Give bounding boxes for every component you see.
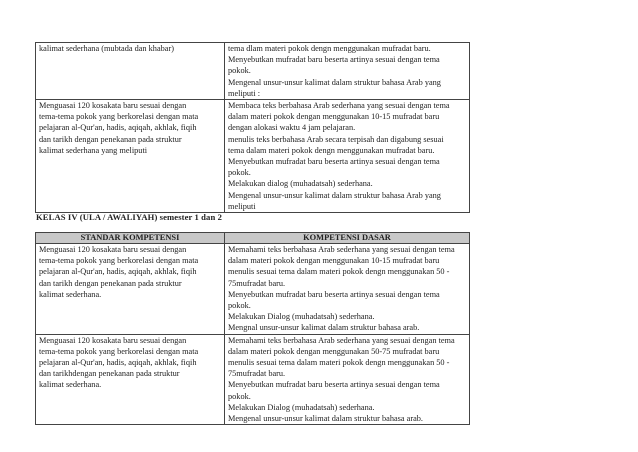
- cell-line: pelajaran al-Qur'an, hadis, aqiqah, akhlak, fiqih: [39, 123, 197, 133]
- cell-line: pelajaran al-Qur'an, hadis, aqiqah, akhlak, fiqih: [39, 267, 197, 277]
- cell-line: Memahami teks berbahasa Arab sederhana yang sesuai dengan tema: [228, 245, 455, 254]
- cell-line: Melakukan Dialog (muhadatsah) sederhana.: [228, 402, 375, 412]
- section-heading: KELAS IV (ULA / AWALIYAH) semester 1 dan 2: [36, 212, 222, 222]
- standard-competency-cell: [36, 43, 225, 100]
- cell-line: kalimat sederhana yang meliputi: [39, 145, 148, 155]
- table-row: [36, 244, 470, 335]
- cell-line: Menguasai 120 kosakata baru sesuai dengan: [39, 101, 187, 111]
- cell-line: Menyebutkan mufradat baru beserta artinya sesuai dengan tema: [228, 380, 440, 390]
- cell-line: Memahami teks berbahasa Arab sederhana yang sesuai dengan tema: [228, 335, 455, 345]
- cell-line: pokok.: [228, 391, 251, 401]
- cell-line: tema-tema pokok yang berkorelasi dengan mata: [39, 112, 199, 122]
- basic-competency-cell: [225, 334, 470, 425]
- column-header-basic-competency: KOMPETENSI DASAR: [225, 233, 470, 244]
- standard-competency-cell: [36, 244, 225, 335]
- competency-table-class-iv: [35, 232, 470, 425]
- basic-competency-cell: [225, 100, 470, 213]
- cell-line: kalimat sederhana.: [39, 380, 102, 390]
- cell-line: pelajaran al-Qur'an, hadis, aqiqah, akhlak, fiqih: [39, 358, 197, 368]
- cell-line: dan tarikh dengan penekanan pada struktur: [39, 278, 182, 288]
- cell-line: dan tarikhdengan penekanan pada struktur: [39, 369, 180, 379]
- cell-line: 75mufradat baru.: [228, 369, 286, 379]
- table-header-row: [36, 233, 470, 244]
- cell-line: Menyebutkan mufradat baru beserta artinya sesuai dengan tema: [228, 55, 440, 65]
- table-row: [36, 100, 470, 213]
- cell-line: Mengenal unsur-unsur kalimat dalam struktur bahasa arab.: [228, 414, 423, 424]
- cell-line: Melakukan Dialog (muhadatsah) sederhana.: [228, 312, 375, 322]
- cell-line: dalam materi pokok dengan menggunakan 50-75 mufradat baru: [228, 346, 440, 356]
- standard-competency-cell: [36, 100, 225, 213]
- table-row: [36, 334, 470, 425]
- cell-line: dalam materi pokok dengan menggunakan 10-15 mufradat baru: [228, 256, 440, 266]
- cell-line: Menguasai 120 kosakata baru sesuai dengan: [39, 335, 187, 345]
- cell-line: Membaca teks berbahasa Arab sederhana yang sesuai dengan tema: [228, 101, 450, 111]
- cell-line: pokok.: [228, 168, 251, 178]
- basic-competency-cell: [225, 244, 470, 335]
- cell-line: dan tarikh dengan penekanan pada struktur: [39, 134, 182, 144]
- cell-line: dalam materi pokok dengan menggunakan 10-15 mufradat baru: [228, 112, 440, 122]
- cell-line: Melakukan dialog (muhadatsah) sederhana.: [228, 179, 373, 189]
- cell-line: Menyebutkan mufradat baru beserta artinya sesuai dengan tema: [228, 289, 440, 299]
- basic-competency-cell: [225, 43, 470, 100]
- cell-line: Menguasai 120 kosakata baru sesuai dengan: [39, 245, 187, 254]
- cell-line: tema dlam materi pokok dengn menggunakan mufradat baru.: [228, 44, 431, 53]
- cell-line: menulis teks berbahasa Arab secara terpisah dan digabung sesuai: [228, 134, 444, 144]
- cell-line: meliputi: [228, 201, 256, 211]
- cell-line: Mengnal unsur-unsur kalimat dalam struktur bahasa arab.: [228, 323, 420, 333]
- cell-line: meliputi :: [228, 88, 261, 98]
- cell-line: tema-tema pokok yang berkorelasi dengan mata: [39, 256, 199, 266]
- competency-table-continued: [35, 42, 470, 213]
- cell-line: tema dalam materi pokok dengn menggunakan mufradat baru.: [228, 145, 435, 155]
- cell-line: 75mufradat baru.: [228, 278, 286, 288]
- standard-competency-cell: [36, 334, 225, 425]
- cell-line: Mengenal unsur-unsur kalimat dalam struktur bahasa Arab yang: [228, 190, 441, 200]
- cell-line: dengan alokasi waktu 4 jam pelajaran.: [228, 123, 356, 133]
- cell-line: tema-tema pokok yang berkorelasi dengan mata: [39, 346, 199, 356]
- cell-line: Menyebutkan mufradat baru beserta artinya sesuai dengan tema: [228, 157, 440, 167]
- table-row: [36, 43, 470, 100]
- cell-line: kalimat sederhana (mubtada dan khabar): [39, 44, 174, 53]
- cell-line: kalimat sederhana.: [39, 289, 102, 299]
- column-header-standard-competency: STANDAR KOMPETENSI: [36, 233, 225, 244]
- cell-line: Mengenal unsur-unsur kalimat dalam struktur bahasa Arab yang: [228, 77, 441, 87]
- cell-line: pokok.: [228, 66, 251, 76]
- cell-line: menulis sesuai tema dalam materi pokok dengn menggunakan 50 -: [228, 267, 450, 277]
- cell-line: pokok.: [228, 301, 251, 311]
- cell-line: menulis sesuai tema dalam materi pokok dengn menggunakan 50 -: [228, 358, 450, 368]
